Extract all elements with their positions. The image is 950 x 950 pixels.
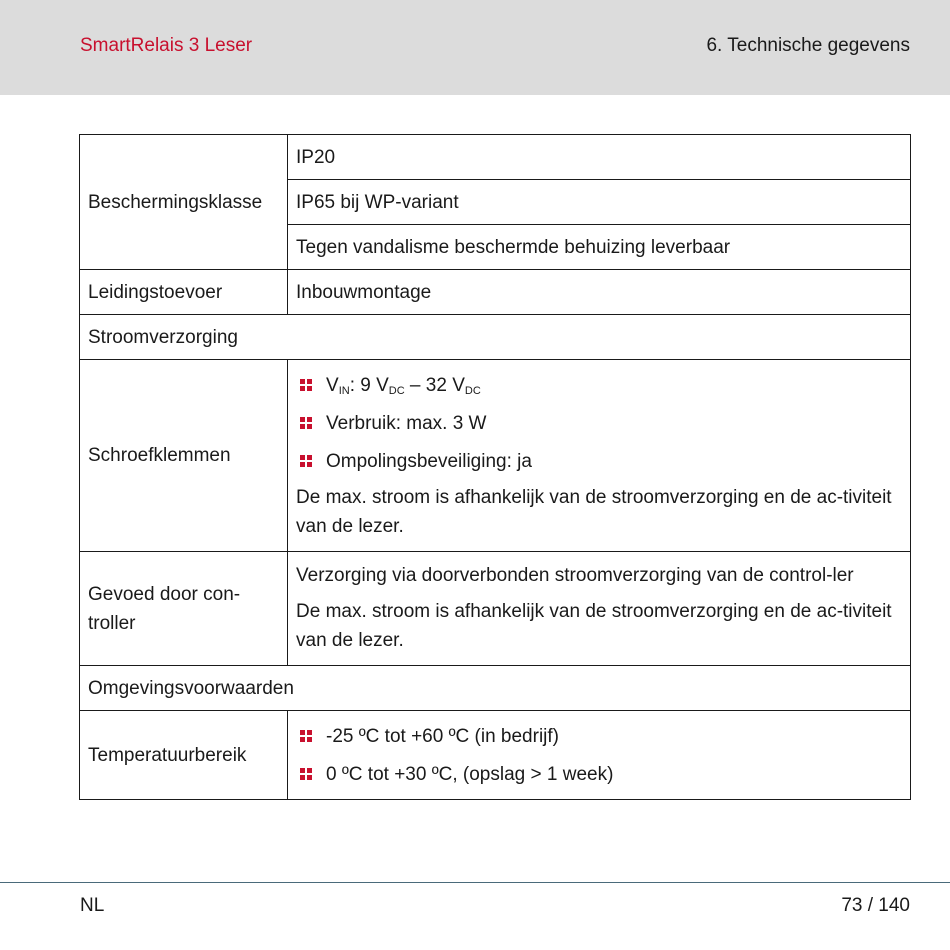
temperature-operating: -25 ºC tot +60 ºC (in bedrijf) — [326, 725, 560, 747]
terminals-label: Schroefklemmen — [80, 360, 288, 552]
page-header — [0, 0, 950, 95]
table-row — [80, 360, 911, 552]
spec-table — [79, 134, 911, 800]
bullet-icon — [300, 768, 312, 780]
bullet-icon — [300, 455, 312, 467]
table-row — [80, 315, 911, 360]
chapter-title: 6. Technische gegevens — [706, 35, 910, 56]
protection-label: Beschermingsklasse — [80, 135, 288, 270]
bullet-icon — [300, 730, 312, 742]
terminals-details — [288, 360, 911, 552]
environment-section-header: Omgevingsvoorwaarden — [80, 666, 911, 711]
temperature-storage: 0 ºC tot +30 ºC, (opslag > 1 week) — [326, 763, 614, 785]
bullet-icon — [300, 417, 312, 429]
terminals-note: De max. stroom is afhankelijk van de stroomverzorging en de ac-tiviteit van de lezer. — [296, 487, 892, 537]
vin-range: $V_{IN}$: 9 $V_{DC} - 32$ $V_{DC}$ — [326, 374, 481, 397]
bullet-icon — [300, 379, 312, 391]
protection-value: IP65 bij WP-variant — [288, 180, 911, 225]
controller-details — [288, 552, 911, 666]
controller-label: Gevoed door con-troller — [80, 552, 288, 666]
polarity-text: Ompolingsbeveiliging: ja — [326, 450, 532, 472]
list-item — [296, 442, 902, 480]
footer-divider — [0, 882, 950, 883]
list-item — [296, 755, 902, 793]
table-row — [80, 270, 911, 315]
page-number: 73 / 140 — [841, 895, 910, 916]
table-row — [80, 711, 911, 800]
table-row — [80, 552, 911, 666]
list-item — [296, 366, 902, 404]
consumption-text: Verbruik: max. 3 W — [326, 412, 487, 434]
power-section-header: Stroomverzorging — [80, 315, 911, 360]
product-title: SmartRelais 3 Leser — [80, 35, 253, 56]
controller-note: De max. stroom is afhankelijk van de stroomverzorging en de ac-tiviteit van de lezer. — [296, 601, 892, 651]
temperature-details — [288, 711, 911, 800]
controller-supply: Verzorging via doorverbonden stroomverzorging van de control-ler — [296, 565, 854, 586]
list-item — [296, 717, 902, 755]
table-row — [80, 666, 911, 711]
cable-label: Leidingstoevoer — [80, 270, 288, 315]
protection-value: Tegen vandalisme beschermde behuizing leverbaar — [288, 225, 911, 270]
list-item — [296, 404, 902, 442]
temperature-label: Temperatuurbereik — [80, 711, 288, 800]
protection-value: IP20 — [288, 135, 911, 180]
table-row — [80, 135, 911, 180]
cable-value: Inbouwmontage — [288, 270, 911, 315]
language-code: NL — [80, 895, 105, 916]
